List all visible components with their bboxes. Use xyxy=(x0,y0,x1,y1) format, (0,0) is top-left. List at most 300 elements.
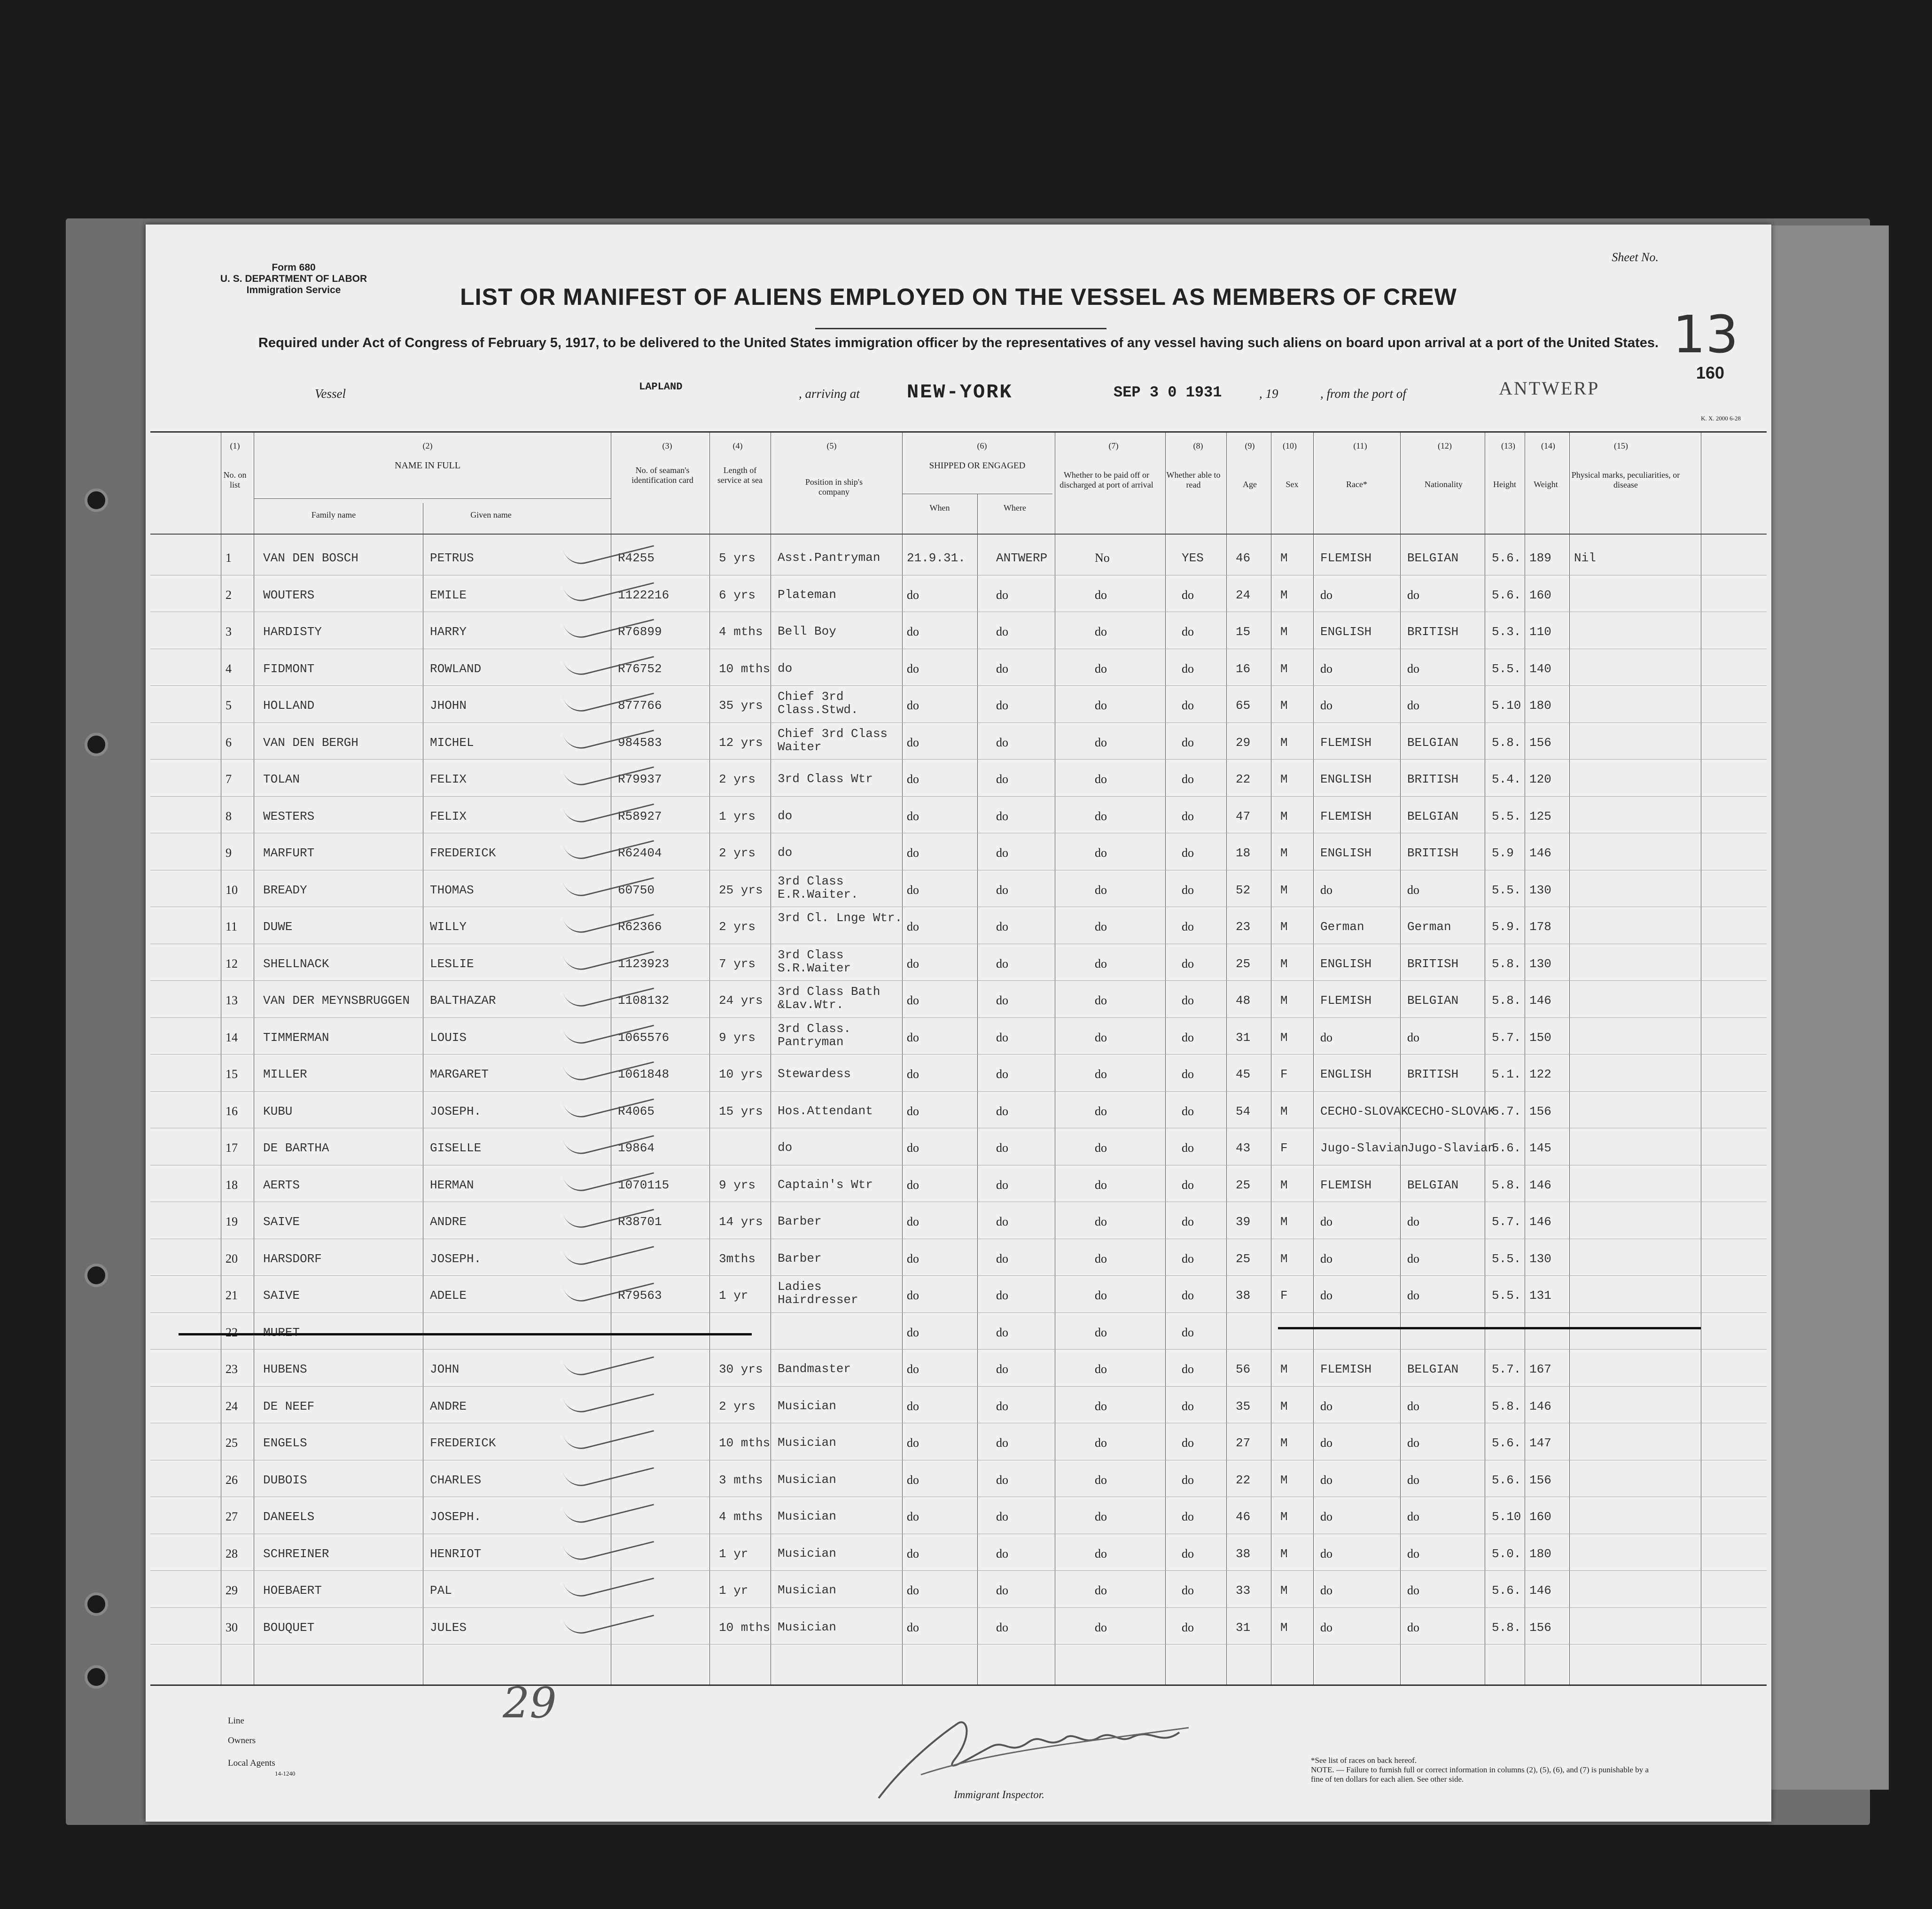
given-name: LESLIE xyxy=(430,956,474,971)
shipped-where: do xyxy=(996,698,1008,712)
given-name: GISELLE xyxy=(430,1141,482,1155)
check-mark xyxy=(563,1487,654,1527)
able-to-read: do xyxy=(1182,809,1194,823)
age: 43 xyxy=(1236,1141,1251,1155)
paid-off: do xyxy=(1095,1215,1107,1228)
shipped-when: do xyxy=(907,698,919,712)
weight: 180 xyxy=(1529,698,1551,713)
nationality: do xyxy=(1407,1399,1419,1413)
check-mark xyxy=(563,1376,654,1416)
vessel-name: LAPLAND xyxy=(639,381,683,393)
header-rule xyxy=(254,498,611,499)
age: 22 xyxy=(1236,1473,1251,1487)
check-mark xyxy=(563,1523,654,1564)
given-name: MARGARET xyxy=(430,1067,489,1081)
row-rule xyxy=(150,1386,1767,1387)
column-number: (12) xyxy=(1438,441,1452,450)
race: FLEMISH xyxy=(1320,1362,1372,1376)
header-height: Height xyxy=(1493,480,1516,489)
given-name: HERMAN xyxy=(430,1178,474,1192)
race: do xyxy=(1320,1030,1332,1044)
able-to-read: do xyxy=(1182,1178,1194,1192)
penalty-note: NOTE. — Failure to furnish full or correct information in columns (2), (5), (6), and (7) is punishable by a fine of ten dollars for each alien. See other side. xyxy=(1311,1765,1649,1784)
height: 5.5. xyxy=(1492,1288,1521,1303)
row-number: 24 xyxy=(226,1399,238,1413)
weight: 131 xyxy=(1529,1288,1551,1303)
race: do xyxy=(1320,1546,1332,1560)
sex: M xyxy=(1280,1104,1288,1118)
length-of-service: 1 yr xyxy=(719,1546,748,1561)
given-name: WILLY xyxy=(430,920,467,934)
height: 5.8. xyxy=(1492,1178,1521,1192)
able-to-read: do xyxy=(1182,698,1194,712)
shipped-where: do xyxy=(996,1288,1008,1302)
sex: M xyxy=(1280,551,1288,565)
age: 45 xyxy=(1236,1067,1251,1081)
race: ENGLISH xyxy=(1320,772,1372,786)
seaman-card-number: R62366 xyxy=(618,920,662,934)
height: 5.7. xyxy=(1492,1104,1521,1118)
given-name: ANDRE xyxy=(430,1399,467,1413)
family-name: TIMMERMAN xyxy=(263,1030,329,1045)
ship-position: Hos.Attendant xyxy=(778,1103,873,1118)
row-number: 23 xyxy=(226,1362,238,1376)
family-name: MURET xyxy=(263,1325,300,1340)
sex: M xyxy=(1280,1436,1288,1450)
family-name: SAIVE xyxy=(263,1215,300,1229)
row-number: 29 xyxy=(226,1583,238,1597)
age: 52 xyxy=(1236,883,1251,897)
shipped-when: do xyxy=(907,1067,919,1081)
paid-off: do xyxy=(1095,1030,1107,1044)
race: do xyxy=(1320,698,1332,712)
able-to-read: do xyxy=(1182,1510,1194,1523)
shipped-where: do xyxy=(996,1399,1008,1413)
family-name: SHELLNACK xyxy=(263,956,329,971)
weight: 145 xyxy=(1529,1141,1551,1155)
row-rule xyxy=(150,722,1767,723)
family-name: FIDMONT xyxy=(263,661,315,676)
nationality: BELGIAN xyxy=(1407,993,1459,1008)
sex: F xyxy=(1280,1141,1288,1155)
shipped-where: do xyxy=(996,1030,1008,1044)
length-of-service: 5 yrs xyxy=(719,551,756,565)
nationality: do xyxy=(1407,1546,1419,1560)
nationality: do xyxy=(1407,1215,1419,1228)
height: 5.8. xyxy=(1492,1399,1521,1413)
length-of-service: 3mths xyxy=(719,1251,756,1266)
shipped-when: do xyxy=(907,1288,919,1302)
paid-off: do xyxy=(1095,1141,1107,1155)
ship-position: 3rd Class Bath &Lav.Wtr. xyxy=(778,985,880,1012)
shipped-where: do xyxy=(996,956,1008,970)
age: 23 xyxy=(1236,920,1251,934)
row-rule xyxy=(150,1017,1767,1018)
age: 47 xyxy=(1236,809,1251,823)
check-mark xyxy=(563,1228,654,1269)
row-number: 7 xyxy=(226,772,232,786)
weight: 189 xyxy=(1529,551,1551,565)
row-number: 1 xyxy=(226,551,232,565)
weight: 160 xyxy=(1529,588,1551,602)
binder-hole xyxy=(85,1264,108,1287)
row-number: 2 xyxy=(226,588,232,602)
ship-position: 3rd Class Wtr xyxy=(778,772,873,786)
row-number: 13 xyxy=(226,993,238,1007)
shipped-when: do xyxy=(907,883,919,897)
shipped-where: do xyxy=(996,1141,1008,1155)
able-to-read: do xyxy=(1182,1546,1194,1560)
family-name: MILLER xyxy=(263,1067,307,1081)
age: 29 xyxy=(1236,735,1251,750)
paid-off: do xyxy=(1095,809,1107,823)
shipped-when: do xyxy=(907,661,919,675)
row-rule xyxy=(150,980,1767,981)
sex: M xyxy=(1280,846,1288,860)
sex: M xyxy=(1280,1620,1288,1635)
paid-off: do xyxy=(1095,1325,1107,1339)
age: 25 xyxy=(1236,1178,1251,1192)
physical-marks: Nil xyxy=(1574,551,1596,565)
race: do xyxy=(1320,1399,1332,1413)
shipped-where: do xyxy=(996,1215,1008,1228)
shipped-when: do xyxy=(907,956,919,970)
sex: M xyxy=(1280,735,1288,750)
age: 46 xyxy=(1236,551,1251,565)
family-name: DE BARTHA xyxy=(263,1141,329,1155)
able-to-read: do xyxy=(1182,1030,1194,1044)
nationality: BELGIAN xyxy=(1407,551,1459,565)
paid-off: do xyxy=(1095,846,1107,860)
header-weight: Weight xyxy=(1534,480,1558,489)
paid-off: do xyxy=(1095,735,1107,749)
shipped-when: do xyxy=(907,1583,919,1597)
seaman-card-number: 1061848 xyxy=(618,1067,670,1081)
column-rule xyxy=(977,494,978,1684)
able-to-read: YES xyxy=(1182,551,1204,565)
race: do xyxy=(1320,1215,1332,1228)
sex: M xyxy=(1280,661,1288,676)
family-name: BREADY xyxy=(263,883,307,897)
binder-hole xyxy=(85,489,108,512)
column-number: (7) xyxy=(1108,441,1119,450)
nationality: do xyxy=(1407,1030,1419,1044)
height: 5.4. xyxy=(1492,772,1521,786)
weight: 156 xyxy=(1529,1104,1551,1118)
paid-off: No xyxy=(1095,551,1110,565)
race: do xyxy=(1320,883,1332,897)
ship-position: Chief 3rd Class Waiter xyxy=(778,726,888,754)
length-of-service: 2 yrs xyxy=(719,772,756,786)
height: 5.7. xyxy=(1492,1215,1521,1229)
age: 15 xyxy=(1236,625,1251,639)
seaman-card-number: R76899 xyxy=(618,625,662,639)
shipped-when: do xyxy=(907,1362,919,1376)
year-label: , 19 xyxy=(1259,387,1278,401)
age: 18 xyxy=(1236,846,1251,860)
able-to-read: do xyxy=(1182,883,1194,897)
date-stamp: SEP 3 0 1931 xyxy=(1114,384,1222,401)
shipped-when: do xyxy=(907,1104,919,1118)
age: 31 xyxy=(1236,1030,1251,1045)
header-given-name: Given name xyxy=(470,510,512,520)
length-of-service: 25 yrs xyxy=(719,883,763,897)
nationality: BELGIAN xyxy=(1407,1362,1459,1376)
row-number: 3 xyxy=(226,625,232,638)
ship-position: Musician xyxy=(778,1436,836,1450)
nationality: BRITISH xyxy=(1407,956,1459,971)
page-subtitle: Required under Act of Congress of February 5, 1917, to be delivered to the United States immigration officer by the representatives of any vessel having such aliens on board upon arrival at a port of the United States. xyxy=(258,335,1659,350)
ship-position: Barber xyxy=(778,1251,822,1265)
length-of-service: 35 yrs xyxy=(719,698,763,713)
column-number: (8) xyxy=(1193,441,1203,450)
height: 5.5. xyxy=(1492,809,1521,823)
length-of-service: 4 mths xyxy=(719,1510,763,1524)
paid-off: do xyxy=(1095,772,1107,786)
shipped-when: do xyxy=(907,1325,919,1339)
shipped-when: do xyxy=(907,735,919,749)
age: 25 xyxy=(1236,1251,1251,1266)
age: 25 xyxy=(1236,956,1251,971)
family-name: DE NEEF xyxy=(263,1399,315,1413)
able-to-read: do xyxy=(1182,625,1194,638)
age: 65 xyxy=(1236,698,1251,713)
weight: 130 xyxy=(1529,1251,1551,1266)
row-rule xyxy=(150,1054,1767,1055)
family-name: DUBOIS xyxy=(263,1473,307,1487)
weight: 156 xyxy=(1529,735,1551,750)
weight: 180 xyxy=(1529,1546,1551,1561)
age: 16 xyxy=(1236,661,1251,676)
able-to-read: do xyxy=(1182,920,1194,933)
height: 5.9. xyxy=(1492,920,1521,934)
length-of-service: 9 yrs xyxy=(719,1178,756,1192)
ship-position: 3rd Class E.R.Waiter. xyxy=(778,874,858,901)
shipped-where: do xyxy=(996,1067,1008,1081)
weight: 110 xyxy=(1529,625,1551,639)
column-number: (10) xyxy=(1283,441,1297,450)
shipped-when: do xyxy=(907,1251,919,1265)
ship-position: 3rd Class S.R.Waiter xyxy=(778,947,851,975)
length-of-service: 4 mths xyxy=(719,625,763,639)
title-divider xyxy=(815,328,1106,329)
handwritten-sheet-number: 13 xyxy=(1673,304,1738,365)
form-number: Form 680 xyxy=(272,262,316,273)
family-name: VAN DEN BOSCH xyxy=(263,551,358,565)
row-rule xyxy=(150,1644,1767,1645)
nationality: do xyxy=(1407,661,1419,675)
able-to-read: do xyxy=(1182,1325,1194,1339)
nationality: do xyxy=(1407,588,1419,602)
nationality: BRITISH xyxy=(1407,1067,1459,1081)
seaman-card-number: R58927 xyxy=(618,809,662,823)
length-of-service: 12 yrs xyxy=(719,735,763,750)
check-mark xyxy=(563,1339,654,1380)
shipped-when: do xyxy=(907,1473,919,1487)
header-length-of-service: Length of service at sea xyxy=(717,466,763,485)
column-number: (13) xyxy=(1501,441,1515,450)
seaman-card-number: R4255 xyxy=(618,551,655,565)
paid-off: do xyxy=(1095,1583,1107,1597)
height: 5.9 xyxy=(1492,846,1514,860)
nationality: do xyxy=(1407,698,1419,712)
shipped-when: do xyxy=(907,1141,919,1155)
header-race: Race* xyxy=(1346,480,1367,489)
shipped-where: do xyxy=(996,883,1008,897)
given-name: LOUIS xyxy=(430,1030,467,1045)
shipped-when: 21.9.31. xyxy=(907,551,966,565)
shipped-where: do xyxy=(996,1583,1008,1597)
length-of-service: 1 yr xyxy=(719,1583,748,1598)
check-mark xyxy=(563,1450,654,1490)
sex: M xyxy=(1280,772,1288,786)
row-number: 10 xyxy=(226,883,238,897)
row-number: 28 xyxy=(226,1546,238,1560)
height: 5.10 xyxy=(1492,1510,1521,1524)
sex: M xyxy=(1280,698,1288,713)
family-name: KUBU xyxy=(263,1104,293,1118)
nationality: BELGIAN xyxy=(1407,1178,1459,1192)
header-where: Where xyxy=(1004,503,1026,512)
binder-hole xyxy=(85,1592,108,1616)
handwritten-total: 29 xyxy=(503,1678,557,1728)
header-position: Position in ship's company xyxy=(805,477,863,497)
family-name: DANEELS xyxy=(263,1510,315,1524)
given-name: JHOHN xyxy=(430,698,467,713)
family-name: SAIVE xyxy=(263,1288,300,1303)
height: 5.8. xyxy=(1492,735,1521,750)
weight: 156 xyxy=(1529,1473,1551,1487)
length-of-service: 9 yrs xyxy=(719,1030,756,1045)
paid-off: do xyxy=(1095,993,1107,1007)
race: do xyxy=(1320,1583,1332,1597)
header-no-on-list: No. on list xyxy=(223,470,247,489)
family-name: ENGELS xyxy=(263,1436,307,1450)
weight: 147 xyxy=(1529,1436,1551,1450)
header-age: Age xyxy=(1243,480,1257,489)
height: 5.7. xyxy=(1492,1030,1521,1045)
ship-position: Musician xyxy=(778,1620,836,1634)
age: 35 xyxy=(1236,1399,1251,1413)
given-name: BALTHAZAR xyxy=(430,993,496,1008)
height: 5.8. xyxy=(1492,1620,1521,1635)
paid-off: do xyxy=(1095,1399,1107,1413)
age: 56 xyxy=(1236,1362,1251,1376)
inspector-signature xyxy=(850,1704,1367,1812)
given-name: FELIX xyxy=(430,772,467,786)
column-number: (2) xyxy=(422,441,433,450)
header-sex: Sex xyxy=(1285,480,1299,489)
weight: 130 xyxy=(1529,956,1551,971)
able-to-read: do xyxy=(1182,1141,1194,1155)
ship-position: Musician xyxy=(778,1398,836,1413)
race: ENGLISH xyxy=(1320,956,1372,971)
column-number: (4) xyxy=(732,441,743,450)
ship-position: do xyxy=(778,846,793,860)
able-to-read: do xyxy=(1182,1067,1194,1081)
shipped-when: do xyxy=(907,1620,919,1634)
ship-position: Chief 3rd Class.Stwd. xyxy=(778,690,858,717)
nationality: Jugo-Slavian xyxy=(1407,1141,1496,1155)
shipped-where: do xyxy=(996,1510,1008,1523)
column-number: (9) xyxy=(1245,441,1255,450)
given-name: JOSEPH. xyxy=(430,1104,482,1118)
service-name: Immigration Service xyxy=(246,285,341,295)
column-number: (11) xyxy=(1353,441,1367,450)
seaman-card-number: 1070115 xyxy=(618,1178,670,1192)
shipped-when: do xyxy=(907,1546,919,1560)
shipped-where: ANTWERP xyxy=(996,551,1048,565)
given-name: JOHN xyxy=(430,1362,460,1376)
sex: M xyxy=(1280,1583,1288,1598)
shipped-when: do xyxy=(907,588,919,602)
sex: M xyxy=(1280,1251,1288,1266)
check-mark xyxy=(563,1597,654,1637)
weight: 146 xyxy=(1529,1178,1551,1192)
shipped-when: do xyxy=(907,920,919,933)
race: do xyxy=(1320,1510,1332,1523)
height: 5.6. xyxy=(1492,588,1521,602)
column-number: (15) xyxy=(1614,441,1628,450)
race-footnote: *See list of races on back hereof. xyxy=(1311,1756,1417,1765)
column-number: (1) xyxy=(230,441,240,450)
row-rule xyxy=(150,759,1767,760)
weight: 146 xyxy=(1529,993,1551,1008)
sheet-reference: 160 xyxy=(1696,363,1724,382)
race: ENGLISH xyxy=(1320,625,1372,639)
length-of-service: 6 yrs xyxy=(719,588,756,602)
able-to-read: do xyxy=(1182,772,1194,786)
able-to-read: do xyxy=(1182,588,1194,602)
paid-off: do xyxy=(1095,1362,1107,1376)
shipped-where: do xyxy=(996,1436,1008,1450)
given-name: EMILE xyxy=(430,588,467,602)
shipped-where: do xyxy=(996,1620,1008,1634)
seaman-card-number: R79563 xyxy=(618,1288,662,1303)
header-seaman-id: No. of seaman's identification card xyxy=(631,466,693,485)
nationality: do xyxy=(1407,1436,1419,1450)
header-shipped-or-engaged: SHIPPED OR ENGAGED xyxy=(929,461,1026,471)
length-of-service: 1 yrs xyxy=(719,809,756,823)
row-rule xyxy=(150,1312,1767,1313)
nationality: BELGIAN xyxy=(1407,735,1459,750)
family-name: HOEBAERT xyxy=(263,1583,322,1598)
family-name: SCHREINER xyxy=(263,1546,329,1561)
local-agents-label: Local Agents xyxy=(228,1758,275,1768)
line-label: Line xyxy=(228,1716,244,1726)
given-name: FELIX xyxy=(430,809,467,823)
row-number: 12 xyxy=(226,956,238,970)
row-number: 16 xyxy=(226,1104,238,1118)
height: 5.6. xyxy=(1492,1436,1521,1450)
weight: 178 xyxy=(1529,920,1551,934)
header-when: When xyxy=(929,503,950,512)
seaman-card-number: R38701 xyxy=(618,1215,662,1229)
height: 5.5. xyxy=(1492,661,1521,676)
shipped-where: do xyxy=(996,735,1008,749)
sex: M xyxy=(1280,1030,1288,1045)
height: 5.6. xyxy=(1492,551,1521,565)
seaman-card-number: 984583 xyxy=(618,735,662,750)
race: FLEMISH xyxy=(1320,551,1372,565)
height: 5.8. xyxy=(1492,993,1521,1008)
paid-off: do xyxy=(1095,1510,1107,1523)
seaman-card-number: R79937 xyxy=(618,772,662,786)
row-number: 27 xyxy=(226,1510,238,1523)
family-name: BOUQUET xyxy=(263,1620,315,1635)
given-name: HARRY xyxy=(430,625,467,639)
sex: M xyxy=(1280,1546,1288,1561)
